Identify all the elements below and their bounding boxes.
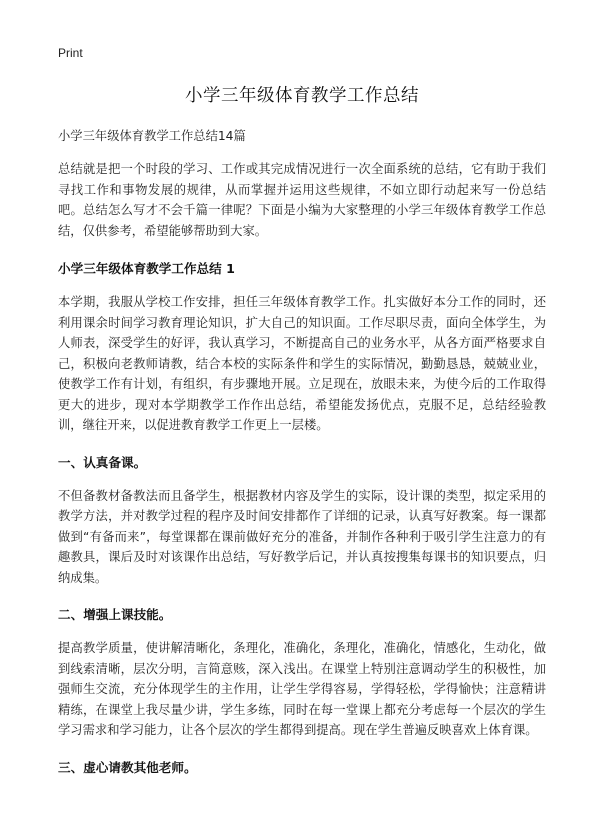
point-heading: 一、认真备课。 [58, 454, 147, 470]
point-paragraph: 提高教学质量，使讲解清晰化，条理化，准确化，条理化，准确化，情感化，生动化，做到线索清晰，层次分明，言简意赅，深入浅出。在课堂上特别注意调动学生的积极性，加强师生交流，充分体现学生的主作用，让学生学得容易，学得轻松，学得愉快；注意精讲精练，在课堂上我尽量少讲，学生多练，同时在每一堂课上都充分考虑每一个层次的学生学习需求和学习能力，让各个层次的学生都得到提高。现在学生普遍反映喜欢上体育课。 [58, 641, 546, 737]
section-paragraph: 本学期，我服从学校工作安排，担任三年级体育教学工作。扎实做好本分工作的同时，还利用课余时间学习教育理论知识，扩大自己的知识面。工作尽职尽责，面向全体学生，为人师表，深受学生的好评，我认真学习，不断提高自己的业务水平，从各方面严格要求自己，积极向老教师请教，结合本校的实际条件和学生的实际情况，勤勤恳恳，兢兢业业，使教学工作有计划，有组织，有步骤地开展。立足现在，放眼未来，为使今后的工作取得更大的进步，现对本学期教学工作作出总结，希望能发扬优点，克服不足，总结经验教训，继往开来，以促进教育教学工作更上一层楼。 [58, 295, 546, 432]
print-label[interactable]: Print [58, 46, 83, 60]
point-heading: 三、虚心请教其他老师。 [58, 759, 197, 775]
section-heading: 小学三年级体育教学工作总结 1 [58, 261, 235, 276]
point-paragraph: 不但备教材备教法而且备学生，根据教材内容及学生的实际，设计课的类型，拟定采用的教学方法，并对教学过程的程序及时间安排都作了详细的记录，认真写好教案。每一课都做到“有备而来”，每堂课都在课前做好充分的准备，并制作各种利于吸引学生注意力的有趣教具，课后及时对该课作出总结，写好教学后记，并认真按搜集每课书的知识要点，归纳成集。 [58, 488, 546, 585]
point-heading: 二、增强上课技能。 [58, 607, 172, 622]
document-subtitle: 小学三年级体育教学工作总结14篇 [58, 129, 246, 143]
document-title: 小学三年级体育教学工作总结 [185, 86, 419, 106]
intro-paragraph: 总结就是把一个时段的学习、工作或其完成情况进行一次全面系统的总结，它有助于我们寻找工作和事物发展的规律，从而掌握并运用这些规律，不如立即行动起来写一份总结吧。总结怎么写才不会千篇一律呢？下面是小编为大家整理的小学三年级体育教学工作总结，仅供参考，希望能够帮助到大家。 [58, 162, 546, 238]
